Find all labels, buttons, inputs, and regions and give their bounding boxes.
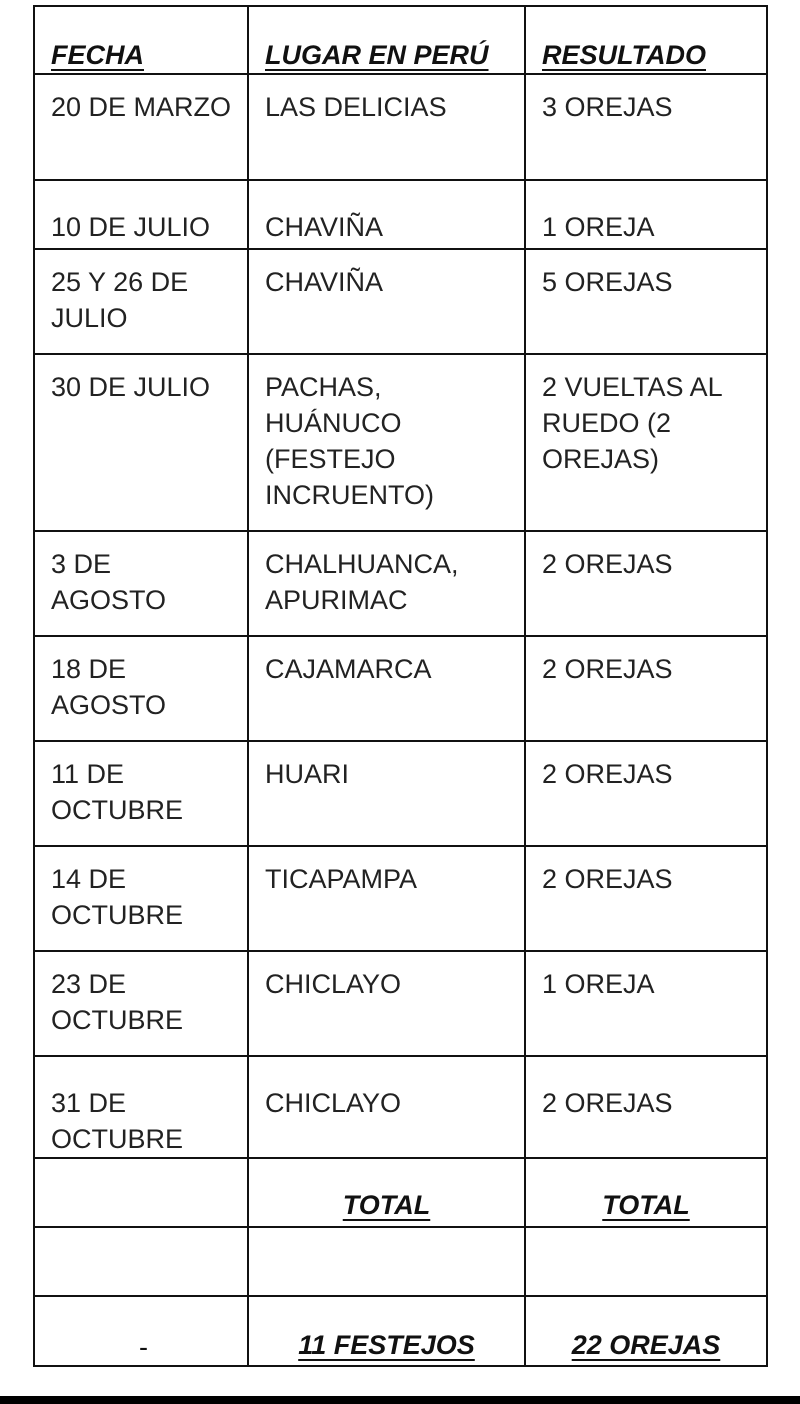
cell-lugar: CHAVIÑA — [248, 180, 525, 249]
header-resultado: RESULTADO — [525, 6, 767, 74]
cell-resultado: 3 OREJAS — [525, 74, 767, 180]
cell-fecha: 18 DE AGOSTO — [34, 636, 248, 741]
cell-fecha: 3 DE AGOSTO — [34, 531, 248, 636]
cell-fecha: 23 DE OCTUBRE — [34, 951, 248, 1056]
table-row — [34, 741, 767, 846]
header-row — [34, 6, 767, 74]
total-label-lugar: TOTAL — [248, 1158, 525, 1227]
totals-row — [34, 1296, 767, 1366]
bottom-edge-bar — [0, 1396, 800, 1404]
table-row — [34, 1056, 767, 1158]
total-label-resultado: TOTAL — [525, 1158, 767, 1227]
table-row — [34, 249, 767, 354]
table-row — [34, 74, 767, 180]
cell-fecha: 14 DE OCTUBRE — [34, 846, 248, 951]
cell-resultado: 2 OREJAS — [525, 846, 767, 951]
table-row — [34, 531, 767, 636]
cell-resultado: 2 OREJAS — [525, 741, 767, 846]
cell-lugar: LAS DELICIAS — [248, 74, 525, 180]
cell-lugar: CAJAMARCA — [248, 636, 525, 741]
cell-resultado: 2 OREJAS — [525, 636, 767, 741]
total-label-row — [34, 1158, 767, 1227]
table-row — [34, 636, 767, 741]
cell-resultado: 5 OREJAS — [525, 249, 767, 354]
cell-lugar: TICAPAMPA — [248, 846, 525, 951]
cell-resultado: 2 OREJAS — [525, 531, 767, 636]
cell-fecha: 30 DE JULIO — [34, 354, 248, 531]
total-fecha-dash: - — [139, 1332, 148, 1362]
total-orejas: 22 OREJAS — [525, 1296, 767, 1366]
header-lugar: LUGAR EN PERÚ — [248, 6, 525, 74]
header-fecha: FECHA — [34, 6, 248, 74]
cell-lugar: CHALHUANCA, APURIMAC — [248, 531, 525, 636]
cell-fecha: 10 DE JULIO — [34, 180, 248, 249]
empty-cell — [248, 1227, 525, 1296]
cell-resultado: 1 OREJA — [525, 951, 767, 1056]
cell-fecha: 20 DE MARZO — [34, 74, 248, 180]
cell-lugar: CHICLAYO — [248, 1056, 525, 1158]
empty-cell — [34, 1158, 248, 1227]
table-row — [34, 180, 767, 249]
cell-resultado: 2 VUELTAS AL RUEDO (2 OREJAS) — [525, 354, 767, 531]
cell-lugar: PACHAS, HUÁNUCO (FESTEJO INCRUENTO) — [248, 354, 525, 531]
total-fecha-cell — [34, 1296, 248, 1366]
table-row — [34, 951, 767, 1056]
cell-fecha: 11 DE OCTUBRE — [34, 741, 248, 846]
cell-lugar: CHICLAYO — [248, 951, 525, 1056]
cell-lugar: HUARI — [248, 741, 525, 846]
total-festejos: 11 FESTEJOS — [248, 1296, 525, 1366]
spacer-row — [34, 1227, 767, 1296]
empty-cell — [34, 1227, 248, 1296]
cell-lugar: CHAVIÑA — [248, 249, 525, 354]
cell-fecha: 25 Y 26 DE JULIO — [34, 249, 248, 354]
cell-resultado: 1 OREJA — [525, 180, 767, 249]
table-row — [34, 354, 767, 531]
empty-cell — [525, 1227, 767, 1296]
cell-resultado: 2 OREJAS — [525, 1056, 767, 1158]
table-row — [34, 846, 767, 951]
festejos-table — [33, 5, 768, 1367]
cell-fecha: 31 DE OCTUBRE — [34, 1056, 248, 1158]
